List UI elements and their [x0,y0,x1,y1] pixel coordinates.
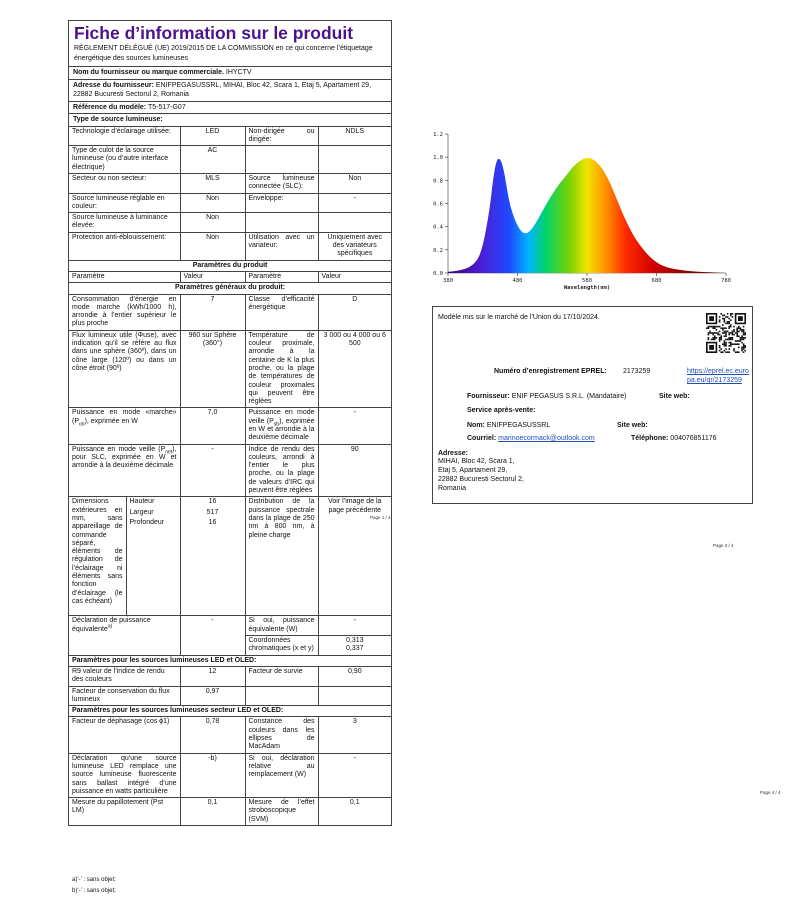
energy-value: 7 [180,294,245,330]
cell-label: Secteur ou non secteur: [69,173,180,193]
width-label: Largeur [126,508,180,518]
source-type-table [69,127,391,260]
addr-line: 22882 Bucuresti Sectorul 2, [438,476,524,483]
cri-value: 90 [318,444,391,497]
flux-value: 960 sur Sphère (360°) [180,330,245,408]
pon-value: 7,0 [180,408,245,444]
maintenance-label: Facteur de conservation du flux lumineux [69,686,180,706]
cell-label: Source lumineuse réglable en couleur: [69,193,180,213]
addr-line: MIHAI, Bloc 42, Scara 1, [438,458,515,465]
empty-cell [318,686,391,706]
page-number: Page 1 / 4 [370,515,391,520]
depth-label: Profondeur [126,518,180,616]
model-line [69,102,391,115]
table-row [69,717,391,753]
address-label: Adresse du fournisseur: [73,81,154,89]
cell-label: Utilisation avec un variateur: [245,232,318,259]
table-row [69,616,391,636]
qr-code-icon[interactable] [706,313,746,353]
cell-label [245,213,318,233]
spectrum-chart [430,128,745,296]
page-title: Fiche d’information sur le produit [74,23,354,43]
y-tick-label: 1.0 [433,155,443,162]
energy-label: Consommation d’énergie en mode marche (kWh/1000 h), arrondie à l’entier supérieur le plus proche [69,294,180,330]
y-tick-label: 0.6 [433,201,443,208]
led-header: Paramètres pour les sources lumineuses LED et OLED: [69,655,391,666]
eqp-label: Déclaration de puissance équivalente$^{a)}$ [69,616,180,655]
cct-label: Température de couleur proximale, arrondie à la centaine de K la plus proche, ou la plage de températures de couleur proximales qui peuvent être réglées [245,330,318,408]
table-row [69,408,391,444]
cell-value: LED [180,127,245,146]
site2-label: Site web: [617,422,648,429]
page-number: Page 3 / 4 [713,543,734,548]
r9-label: R9 valeur de l’indice de rendu des couleurs [69,666,180,686]
cell-label: Source lumineuse connectée (SLC): [245,173,318,193]
cell-label: Enveloppe: [245,193,318,213]
x-tick-label: 680 [651,278,662,284]
site-label: Site web: [659,393,690,400]
col-header-value2: Valeur [318,271,391,282]
table-row [69,283,391,294]
cell-value: AC [180,146,245,174]
replacement-w-value: - [318,753,391,797]
cell-value: NDLS [318,127,391,146]
cell-value [318,146,391,174]
cell-label: Non-dirigée ou dirigée: [245,127,318,146]
x-tick-label: 780 [721,278,731,284]
col-header-value: Valeur [180,271,245,282]
cell-value: Non [180,232,245,259]
y-tick-label: 0.0 [433,271,443,277]
x-tick-label: 380 [443,278,453,284]
dimensions-label: Dimensions extérieures en mm, sans appareillage de commande séparé, éléments de régulation de l’éclairage ni éléments sans fonction d’éclairage (le cas échéant) [69,497,126,616]
height-value: 16 [180,497,245,508]
regulation-text: RÈGLEMENT DÉLÉGUÉ (UE) 2019/2015 DE LA COMMISSION en ce qui concerne l’étiquetage énergétique des sources lumineuses [74,45,373,62]
cell-label: Source lumineuse à luminance élevée: [69,213,180,233]
height-label: Hauteur [126,497,180,508]
table-row [69,260,391,271]
market-date: Modèle mis sur le marché de l’Union du 17/10/2024. [438,314,600,321]
supplier-value: IHYCTV [225,69,252,76]
r9-value: 12 [180,666,245,686]
col-header-param: Paramètre [69,271,180,282]
psb-label: Puissance en mode veille $(P_{sb})$, exprimée en W et arrondie à la deuxième décimale [245,408,318,444]
survival-label: Facteur de survie [245,666,318,686]
table-row [69,271,391,282]
cell-value [318,213,391,233]
table-row [69,666,391,686]
table-row [69,294,391,330]
addr-line: Etaj 5, Apartament 29, [438,467,508,474]
cct-value: 3 000 ou 4 000 ou 6 500 [318,330,391,408]
model-label: Référence du modèle: [73,103,147,111]
table-row [69,655,391,666]
spectrum-svg [430,128,745,296]
pon-label: Puissance en mode «marche» $(P_{on})$, exprimée en W [69,408,180,444]
table-row [69,127,391,146]
cos-label: Facteur de déphasage (cos ϕ1) [69,717,180,753]
xy-label: Coordonnées chromatiques (x et y) [245,636,318,656]
spd-label: Distribution de la puissance spectrale dans la plage de 250 nm à 800 nm, à pleine charge [245,497,318,616]
cell-label: Type de culot de la source lumineuse (ou d’autre interface électrique) [69,146,180,174]
cell-value: Non [318,173,391,193]
table-row [69,213,391,233]
product-info-sheet [68,20,392,826]
table-row [69,193,391,213]
table-row [69,497,391,508]
cell-label: Protection anti-éblouissement: [69,232,180,259]
supplier-label: Nom du fournisseur ou marque commerciale. [73,69,224,76]
class-value: D [318,294,391,330]
xy-value: 0,313 0,337 [318,636,391,656]
flux-label: Flux lumineux utile (Φuse), avec indication qu’il se réfère au flux dans une sphère (360º), dans un cône large (120º) ou dans un cône étroit (90º) [69,330,180,408]
table-row [69,444,391,497]
cell-label [245,146,318,174]
params-table [69,260,391,825]
title-box [69,21,391,67]
general-header: Paramètres généraux du produit: [69,283,391,294]
pst-value: 0,1 [180,798,245,825]
table-row [69,686,391,706]
cri-label: Indice de rendu des couleurs, arrondi à l’entier le plus proche, ou la plage de valeurs d’IRC qui peuvent être réglées [245,444,318,497]
col-header-param2: Paramètre [245,271,318,282]
model-value: T5-517-G07 [147,103,186,111]
y-tick-label: 1.2 [433,132,443,138]
depth-value: 16 [180,518,245,616]
cell-value: - [318,193,391,213]
table-row [69,173,391,193]
x-tick-label: 580 [582,278,592,284]
eqp-value: - [180,616,245,655]
x-axis-label: Wavelength(nm) [563,285,611,291]
source-type-header: Type de source lumineuse: [69,114,391,127]
replacement-value: -b) [180,753,245,797]
svm-value: 0,1 [318,798,391,825]
empty-cell [245,686,318,706]
cell-value: MLS [180,173,245,193]
cell-value: Non [180,193,245,213]
supplier-line [69,67,391,80]
table-row [69,330,391,408]
addr-label: Adresse: [438,450,468,457]
table-row [69,146,391,174]
address-line [69,80,391,102]
service-label: Service après-vente: [467,407,536,414]
cell-value: Uniquement avec des variateurs spécifiques [318,232,391,259]
survival-value: 0,90 [318,666,391,686]
spd-value: Voir l’image de la page précédente [318,497,391,616]
eqw-value: - [318,616,391,636]
eprel-reg-value: 2173259 [623,368,651,375]
y-tick-label: 0.4 [433,224,443,231]
service-name: Nom: ENIFPEGASUSSRL [467,422,551,429]
class-label: Classe d’efficacité énergétique [245,294,318,330]
address-value: ENIFPEGASUSSRL, MIHAI, Bloc 42, Scara 1, Etaj 5, Apartament 29, 22882 Bucuresti Sectorul 2, Romania [73,81,372,98]
psb-value: - [318,408,391,444]
pst-label: Mesure du papillotement (Pst LM) [69,798,180,825]
table-row [69,232,391,259]
macadam-value: 3 [318,717,391,753]
eprel-reg-label: Numéro d’enregistrement EPREL: [494,368,607,375]
spectrum-area [448,158,726,273]
cell-value: Non [180,213,245,233]
eprel-url-link[interactable]: https://eprel.ec.europa.eu/qr/2173259 [687,368,749,384]
eqw-label: Si oui, puissance équivalente (W) [245,616,318,636]
page-number: Page 4 / 4 [760,790,781,795]
footnote-b: b)‘-’ : sans objet; [72,888,116,894]
supplier-row: Fournisseur: ENIF PEGASUS S.R.L. (Mandataire) [467,393,627,400]
replacement-label: Déclaration qu’une source lumineuse LED remplace une source lumineuse fluorescente sans ballast intégré d’une puissance en watts particulière [69,753,180,797]
x-tick-label: 480 [512,278,523,284]
table-row [69,798,391,825]
svm-label: Mesure de l’effet stroboscopique (SVM) [245,798,318,825]
phone-row: Téléphone: 004076851176 [631,435,717,442]
width-value: 517 [180,508,245,518]
footnote-a: a)‘-’ : sans objet; [72,877,116,883]
table-row [69,706,391,717]
table-row [69,753,391,797]
y-tick-label: 0.8 [433,178,443,185]
cos-value: 0,78 [180,717,245,753]
email-row: Courriel: marinoecormack@outlook.com [467,435,595,442]
y-tick-label: 0.2 [433,247,443,254]
macadam-label: Constance des couleurs dans les ellipses de MacAdam [245,717,318,753]
eprel-box [432,306,753,504]
cell-label: Technologie d’éclairage utilisée: [69,127,180,146]
addr-line: Romania [438,485,467,492]
mains-header: Paramètres pour les sources lumineuses secteur LED et OLED: [69,706,391,717]
params-header: Paramètres du produit [69,260,391,271]
replacement-w-label: Si oui, déclaration relative au remplacement (W) [245,753,318,797]
email-link[interactable]: marinoecormack@outlook.com [498,435,595,442]
maintenance-value: 0,97 [180,686,245,706]
pnet-label: Puissance en mode veille $(P_{net})$, pour SLC, exprimée en W et arrondie à la deuxième décimale [69,444,180,497]
pnet-value: - [180,444,245,497]
